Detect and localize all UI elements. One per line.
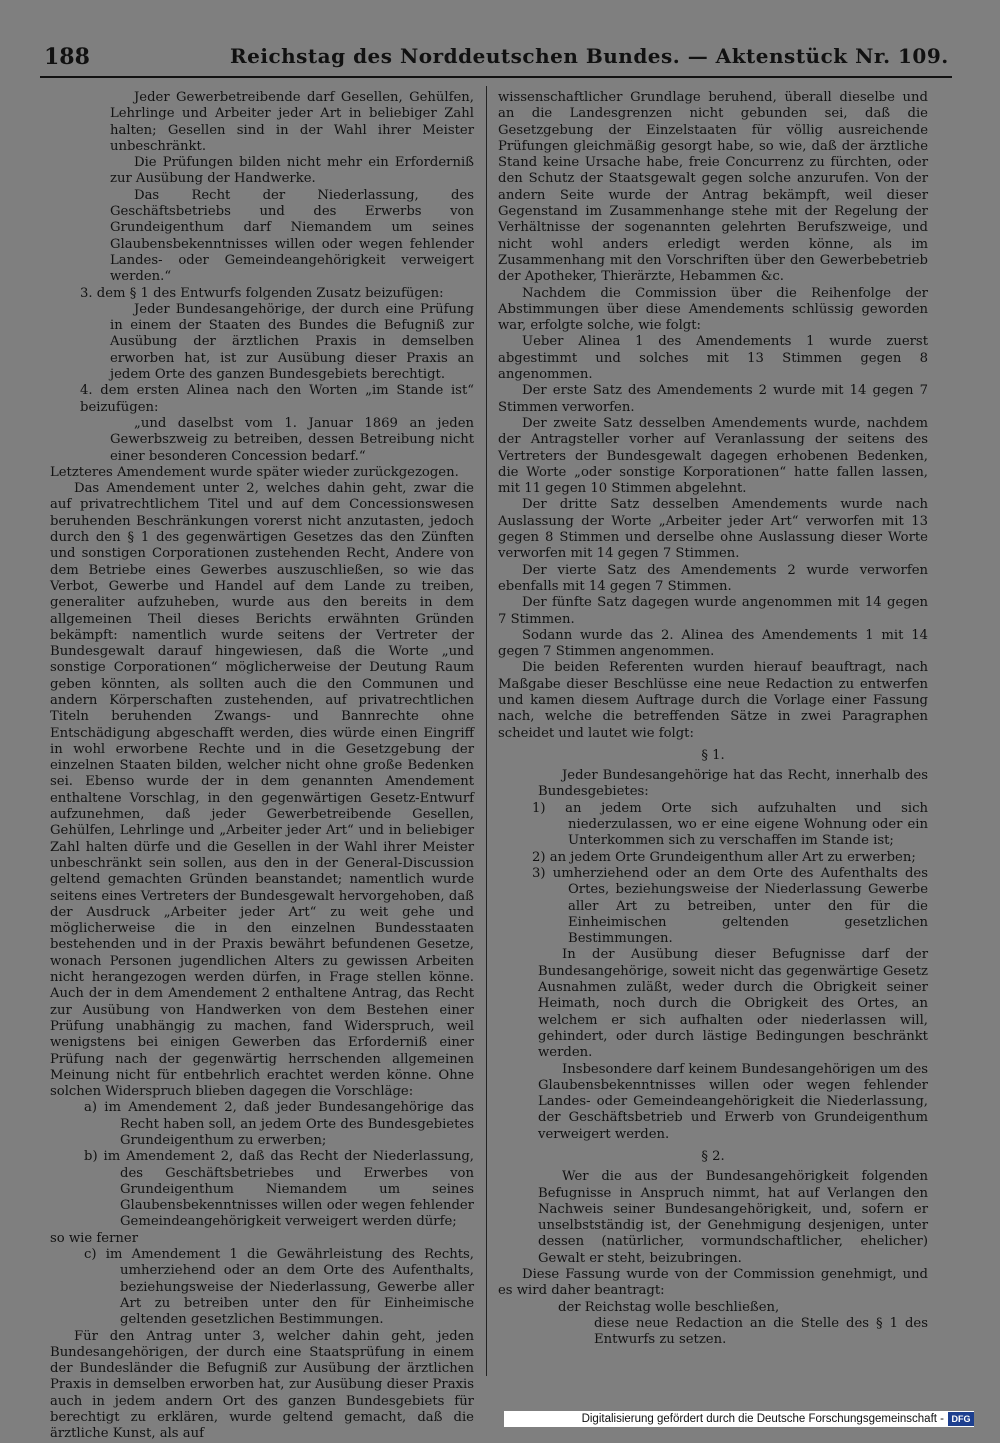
dfg-logo-icon: DFG: [948, 1412, 974, 1426]
paragraph: Letzteres Amendement wurde später wieder zurückgezogen.: [50, 464, 459, 480]
paragraph: Sodann wurde das 2. Alinea des Amendements 1 mit 14 gegen 7 Stimmen angenommen.: [498, 627, 928, 660]
page-number: 188: [44, 44, 90, 70]
column-divider: [486, 86, 487, 1376]
paragraph: Insbesondere darf keinem Bundesangehörigen um des Glaubensbekenntnisses willen oder wegen fehlender Landes- oder Gemeindeangehörigkeit die Niederlassung, der Geschäftsbetrieb und Erwerb von Grundeigenthum verweigert werden.: [538, 1061, 928, 1142]
running-head: Reichstag des Norddeutschen Bundes. — Aktenstück Nr. 109.: [230, 44, 949, 68]
paragraph: so wie ferner: [50, 1230, 138, 1246]
paragraph: Jeder Bundesangehörige hat das Recht, innerhalb des Bundesgebietes:: [538, 768, 928, 800]
paragraph: diese neue Redaction an die Stelle des § 1 des Entwurfs zu setzen.: [594, 1315, 928, 1348]
paragraph: Der vierte Satz des Amendements 2 wurde verworfen ebenfalls mit 14 gegen 7 Stimmen.: [498, 562, 928, 594]
paragraph: Die Prüfungen bilden nicht mehr ein Erforderniß zur Ausübung der Handwerke.: [110, 155, 474, 187]
paragraph: Jeder Bundesangehörige, der durch eine Prüfung in einem der Staaten des Bundes die Befugniß zur Ausübung der ärztlichen Praxis in demselben erworben hat, ist zur Ausübung dieser Praxis an jedem Orte des ganzen Bundesgebiets berechtigt.: [110, 301, 474, 383]
paragraph: Diese Fassung wurde von der Commission genehmigt, und es wird daher beantragt:: [498, 1267, 928, 1299]
paragraph: a) im Amendement 2, daß jeder Bundesangehörige das Recht haben soll, an jedem Orte des Bundesgebietes Grundeigenthum zu erwerben;: [84, 1100, 474, 1148]
paragraph: Nachdem die Commission über die Reihenfolge der Abstimmungen über diese Amendements schlüssig geworden war, erfolgte solche, wie folgt:: [498, 285, 928, 334]
paragraph: Der zweite Satz desselben Amendements wurde, nachdem der Antragsteller vorher auf Veranlassung der seitens des Vertreters der Bundesgewalt dagegen erhobenen Bedenken, die Worte „oder sonstige Korporationen“ hatte fallen lassen, mit 11 gegen 10 Stimmen abgelehnt.: [498, 415, 928, 497]
paragraph: Der fünfte Satz dagegen wurde angenommen mit 14 gegen 7 Stimmen.: [498, 595, 928, 627]
left-column: [50, 90, 474, 1443]
paragraph: der Reichstag wolle beschließen,: [558, 1299, 780, 1315]
paragraph: 4. dem ersten Alinea nach den Worten „im Stande ist“ beizufügen:: [80, 383, 474, 415]
paragraph: Für den Antrag unter 3, welcher dahin geht, jeden Bundesangehörigen, der durch eine Staatsprüfung in einem der Bundesländer die Befugniß zur Ausübung der ärztlichen Praxis in demselben erworben hat, zur Ausübung dieser Praxis auch in jedem andern Ort des ganzen Bundesgebiets für berechtigt zu erklären, wurde geltend gemacht, daß die ärztliche Kunst, als auf: [50, 1328, 474, 1442]
paragraph: b) im Amendement 2, daß das Recht der Niederlassung, des Geschäftsbetriebes und Erwerbes von Grundeigenthum Niemandem um seines Glaubensbekenntnisses willen oder wegen fehlender Gemeindeangehörigkeit verweigert werden dürfe;: [84, 1149, 474, 1230]
section-heading: § 1.: [701, 747, 725, 763]
paragraph: Die beiden Referenten wurden hierauf beauftragt, nach Maßgabe dieser Beschlüsse eine neue Redaction zu entwerfen und kamen diesem Auftrage durch die Vorlage einer Fassung nach, welche die betreffenden Sätze in zwei Paragraphen scheidet und lautet wie folgt:: [498, 660, 928, 741]
paragraph: Ueber Alinea 1 des Amendements 1 wurde zuerst abgestimmt und solches mit 13 Stimmen gegen 8 angenommen.: [498, 334, 928, 383]
paragraph: 1) an jedem Orte sich aufzuhalten und sich niederzulassen, wo er eine eigene Wohnung oder ein Unterkommen sich zu verschaffen im Stande ist;: [532, 800, 928, 849]
section-heading: § 2.: [701, 1149, 725, 1164]
paragraph: Das Recht der Niederlassung, des Geschäftsbetriebs und des Erwerbs von Grundeigenthum darf Niemandem um seines Glaubensbekenntnisses willen oder wegen fehlender Landes- oder Gemeindeangehörigkeit verweigert werden.“: [110, 187, 474, 285]
paragraph: Der erste Satz des Amendements 2 wurde mit 14 gegen 7 Stimmen verworfen.: [498, 383, 928, 415]
paragraph: Wer die aus der Bundesangehörigkeit folgenden Befugnisse in Anspruch nimmt, hat auf Verlangen den Nachweis seiner Bundesangehörigkeit, und, sofern er unselbstständig ist, der Genehmigung desjenigen, unter dessen (natürlicher, vormundschaftlicher, ehelicher) Gewalt er steht, beizubringen.: [538, 1169, 928, 1266]
paragraph: Jeder Gewerbetreibende darf Gesellen, Gehülfen, Lehrlinge und Arbeiter jeder Art in beliebiger Zahl halten; Gesellen sind in der Wahl ihrer Meister unbeschränkt.: [110, 90, 474, 154]
paragraph: c) im Amendement 1 die Gewährleistung des Rechts, umherziehend oder an dem Orte des Aufenthalts, beziehungsweise der Niederlassung, Gewerbe aller Art zu betreiben unter den für Einheimische geltenden gesetzlichen Bestimmungen.: [84, 1247, 474, 1328]
paragraph: wissenschaftlicher Grundlage beruhend, überall dieselbe und an die Landesgrenzen nicht gebunden sei, daß die Gesetzgebung der Einzelstaaten für völlig ausreichende Prüfungen gleichmäßig gesorgt habe, so wie, daß der ärztliche Stand keine Ursache habe, freie Concurrenz zu fürchten, oder den Schutz der Staatsgewalt gegen solche anzurufen. Von der andern Seite wurde der Antrag bekämpft, weil dieser Gegenstand im Zusammenhange stehe mit der Regelung der Verhältnisse der sogenannten gelehrten Berufszweige, und nicht wohl anders erledigt werden könne, als im Zusammenhang mit den Vorschriften über den Gewerbebetrieb der Apotheker, Thierärzte, Hebammen &c.: [498, 90, 928, 285]
paragraph: In der Ausübung dieser Befugnisse darf der Bundesangehörige, soweit nicht das gegenwärtige Gesetz Ausnahmen zuläßt, weder durch die Obrigkeit seiner Heimath, noch durch die Obrigkeit des Ortes, an welchem er sich aufhalten oder niederlassen will, gehindert, oder durch lästige Bedingungen beschränkt werden.: [538, 947, 928, 1061]
paragraph: 3) umherziehend oder an dem Orte des Aufenthalts des Ortes, beziehungsweise der Niederlassung Gewerbe aller Art zu betreiben, unter den für die Einheimischen geltenden gesetzlichen Bestimmungen.: [532, 865, 928, 947]
page-header: [40, 42, 952, 78]
dfg-footer: [504, 1411, 974, 1427]
paragraph: Der dritte Satz desselben Amendements wurde nach Auslassung der Worte „Arbeiter jeder Art“ verworfen mit 13 gegen 8 Stimmen und derselbe ohne Auslassung dieser Worte verworfen mit 14 gegen 7 Stimmen.: [498, 497, 928, 562]
paragraph: 2) an jedem Orte Grundeigenthum aller Art zu erwerben;: [532, 849, 916, 865]
footer-text: Digitalisierung gefördert durch die Deutsche Forschungsgemeinschaft -: [581, 1413, 944, 1425]
paragraph: „und daselbst vom 1. Januar 1869 an jeden Gewerbszweig zu betreiben, dessen Betreibung nicht einer besonderen Concession bedarf.“: [110, 415, 474, 464]
paragraph: Das Amendement unter 2, welches dahin geht, zwar die auf privatrechtlichem Titel und auf dem Concessionswesen beruhenden Beschränkungen vorerst nicht anzutasten, jedoch durch den § 1 des gegenwärtigen Gesetzes das den Zünften und sonstigen Corporationen zustehenden Recht, Andere von dem Betriebe eines Gewerbes auszuschließen, so wie das Verbot, Gewerbe und Handel auf dem Lande zu treiben, generaliter aufzuheben, wurde aus den bereits in dem allgemeinen Theil dieses Berichts erwähnten Gründen bekämpft: namentlich wurde seitens der Vertreter der Bundesgewalt darauf hingewiesen, daß die Worte „und sonstige Corporationen“ möglicherweise der Deutung Raum geben könnten, als sollten auch die den Communen und andern Körperschaften zustehenden, auf privatrechtlichen Titeln beruhenden Zwangs- und Bannrechte ohne Entschädigung abgeschafft werden, dies würde einen Eingriff in wohl erworbene Rechte und in die Gesetzgebung der einzelnen Staaten bilden, welcher nicht ohne große Bedenken sei. Ebenso wurde der in dem genannten Amendement enthaltene Vorschlag, in den gegenwärtigen Gesetz-Entwurf aufzunehmen, daß jeder Gewerbetreibende Gesellen, Gehülfen, Lehrlinge und „Arbeiter jeder Art“ und in beliebiger Zahl halten dürfe und die Gesellen in der Wahl ihrer Meister unbeschränkt sein sollen, aus den in der General-Discussion geltend gemachten Gründen beanstandet; namentlich wurde seitens eines Vertreters der Bundesgewalt hervorgehoben, daß der Ausdruck „Arbeiter jeder Art“ zu weit gehe und möglicherweise die in den einzelnen Bundesstaaten bestehenden und in der Praxis bewährt befundenen Gesetze, wonach Personen jugendlichen Alters zu gewissen Arbeiten nicht herangezogen werden dürfen, in Frage stellen könne. Auch der in dem Amendement 2 enthaltene Antrag, das Recht zur Ausübung von Handwerken von dem Bestehen einer Prüfung unabhängig zu machen, fand Widerspruch, weil wenigstens bei einigen Gewerben das Erforderniß einer Prüfung nach der gegenwärtig herrschenden allgemeinen Meinung nicht für entbehrlich erachtet werden könne. Ohne solchen Widerspruch blieben dagegen die Vorschläge:: [50, 481, 474, 1100]
paragraph: 3. dem § 1 des Entwurfs folgenden Zusatz beizufügen:: [80, 285, 444, 301]
right-column: [498, 90, 928, 1349]
